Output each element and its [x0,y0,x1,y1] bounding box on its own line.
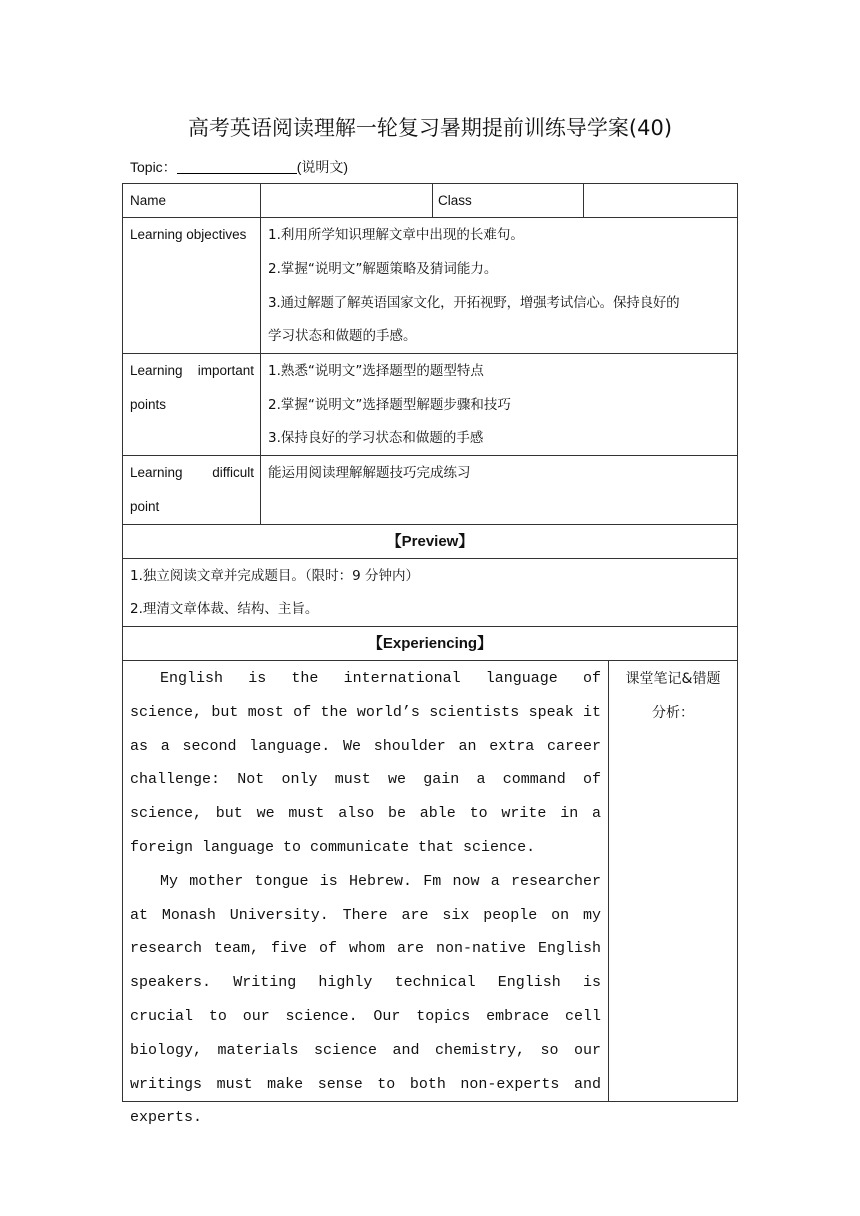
passage-paragraph: My mother tongue is Hebrew. Fm now a researcher at Monash University. There are six people on my research team, five of whom are non-native English speakers. Writing highly technical English is crucial to our science. Our topics embrace cell biology, materials science and chemistry, so our writings must make sense to both non-experts and experts. [130,872,601,1127]
reading-passage [130,662,601,1135]
difficult-point-label: Learning difficult [130,465,254,480]
difficult-point-text: 能运用阅读理解解题技巧完成练习 [268,465,471,481]
page-title: 高考英语阅读理解一轮复习暑期提前训练导学案(40) [187,116,673,140]
preview-item: 1.独立阅读文章并完成题目。（限时：9 分钟内） [130,568,420,584]
class-label: Class [438,193,472,208]
objectives-item: 3.通过解题了解英语国家文化，开拓视野，增强考试信心。保持良好的 [268,295,680,311]
experiencing-heading: 【Experiencing】 [367,635,493,652]
objectives-label: Learning objectives [130,227,247,242]
topic-line [130,156,348,178]
objectives-item: 学习状态和做题的手感。 [268,328,417,344]
topic-blank[interactable] [177,157,297,174]
important-points-label: Learning important [130,363,254,378]
topic-label: Topic： [130,159,177,175]
difficult-point-label-cont: point [130,499,160,514]
name-label: Name [130,193,167,208]
important-points-item: 3.保持良好的学习状态和做题的手感 [268,430,484,446]
important-points-label-cont: points [130,397,167,412]
name-value[interactable] [268,184,428,217]
passage-paragraph: English is the international language of science, but most of the world’s scientists speak it as a second language. We shoulder an extra career challenge: Not only must we gain a command of science, but we must also be able to write in a foreign language to communicate that science. [130,670,601,856]
topic-genre: (说明文) [296,159,349,175]
notes-heading-cont: 分析： [652,705,694,721]
objectives-item: 2.掌握“说明文”解题策略及猜词能力。 [268,261,498,277]
notes-heading: 课堂笔记&错题 [625,671,721,687]
notes-column [610,662,736,730]
important-points-item: 2.掌握“说明文”选择题型解题步骤和技巧 [268,397,511,413]
important-points-item: 1.熟悉“说明文”选择题型的题型特点 [268,363,484,379]
objectives-item: 1.利用所学知识理解文章中出现的长难句。 [268,227,524,243]
preview-heading: 【Preview】 [386,533,474,550]
preview-item: 2.理清文章体裁、结构、主旨。 [130,601,319,617]
class-value[interactable] [590,184,730,217]
